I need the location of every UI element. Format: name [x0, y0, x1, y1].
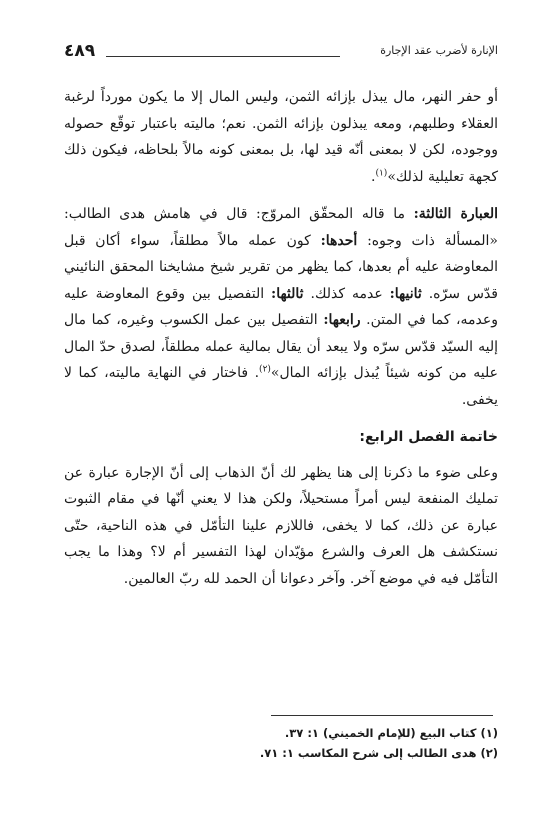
- body-text: [64, 84, 498, 603]
- footnote-1: (١) كتاب البيع (للإمام الخميني) ١: ٣٧.: [284, 726, 498, 740]
- paragraph-2-second-label: ثانيها:: [389, 285, 422, 302]
- footnote-ref-1: (١): [375, 167, 388, 178]
- paragraph-2-first-label: أحدها:: [320, 232, 358, 249]
- paragraph-2-end: . فاختار في النهاية ماليته، كما لا يخفى.: [64, 365, 498, 408]
- paragraph-2-part-a: ما قاله المحقّق المروّج: قال في هامش هدى الطالب: «المسألة ذات وجوه:: [64, 206, 498, 249]
- paragraph-2: [64, 201, 498, 413]
- page-header: [64, 40, 498, 66]
- paragraph-2-fourth-label: رابعها:: [323, 312, 361, 328]
- running-title: الإنارة لأضرب عقد الإجارة: [380, 44, 498, 57]
- paragraph-2-part-e: التفصيل بين عمل الكسوب وغيره، كما مال إليه السيّد قدّس سرّه ولا يبعد أن يقال بمالية عمله مطلقاً، لصدق حدّ المال عليه من كونه شيئاً يُبذل بإزائه المال»: [64, 312, 498, 381]
- paragraph-1: [64, 84, 498, 190]
- paragraph-1-end: .: [370, 168, 376, 185]
- section-heading: خاتمة الفصل الرابع:: [359, 429, 498, 445]
- paragraph-3: وعلى ضوء ما ذكرنا إلى هنا يظهر لك أنّ الذهاب إلى أنّ الإجارة عبارة عن تمليك المنفعة ليس أمراً مستحيلاً، ولكن هذا لا يعني أنّها في مقام الثبوت عبارة عن ذلك، كما لا يخفى، فاللازم علينا التأمّل في هذه الناحية، حتّى نستكشف هل العرف والشرع مؤيّدان لهذا التفسير أم لا؟ وهذا ما يجب التأمّل فيه في موضع آخر. وآخر دعوانا أن الحمد لله ربّ العالمين.: [64, 464, 498, 587]
- paragraph-2-third-label: ثالثها:: [271, 285, 304, 302]
- footnotes: [64, 723, 498, 763]
- page-number: ٤٨٩: [64, 41, 96, 61]
- footnote-ref-2: (٢): [259, 364, 271, 375]
- paragraph-2-part-b: كون عمله مالاً مطلقاً، سواء أكان قبل المعاوضة عليه أم بعدها، كما يظهر من تقرير شيخ مشايخنا المحقق النائيني قدّس سرّه.: [64, 232, 498, 302]
- paragraph-2-lead: العبارة الثالثة:: [413, 206, 498, 222]
- footnote-2: (٢) هدى الطالب إلى شرح المكاسب ١: ٧١.: [259, 746, 498, 760]
- paragraph-1-text: أو حفر النهر، مال يبذل بإزائه الثمن، وليس المال إلا ما يكون مورداً لرغبة العقلاء وطلبهم، ومعه يبذلون بإزائه الثمن. نعم؛ ماليته باعتبار توقّع حصوله ووجوده، لكن لا بمعنى أنّه قيد لها، بل بمعنى كونه مالاً بلحاظه، فيكون ذلك كجهة تعليلية لذلك»: [64, 89, 498, 185]
- header-rule: [106, 56, 340, 57]
- footnote-rule: [271, 715, 493, 716]
- paragraph-2-part-c: عدمه كذلك.: [303, 285, 390, 302]
- paragraph-2-part-d: التفصيل بين وقوع المعاوضة عليه وعدمه، كما في المتن.: [64, 285, 498, 328]
